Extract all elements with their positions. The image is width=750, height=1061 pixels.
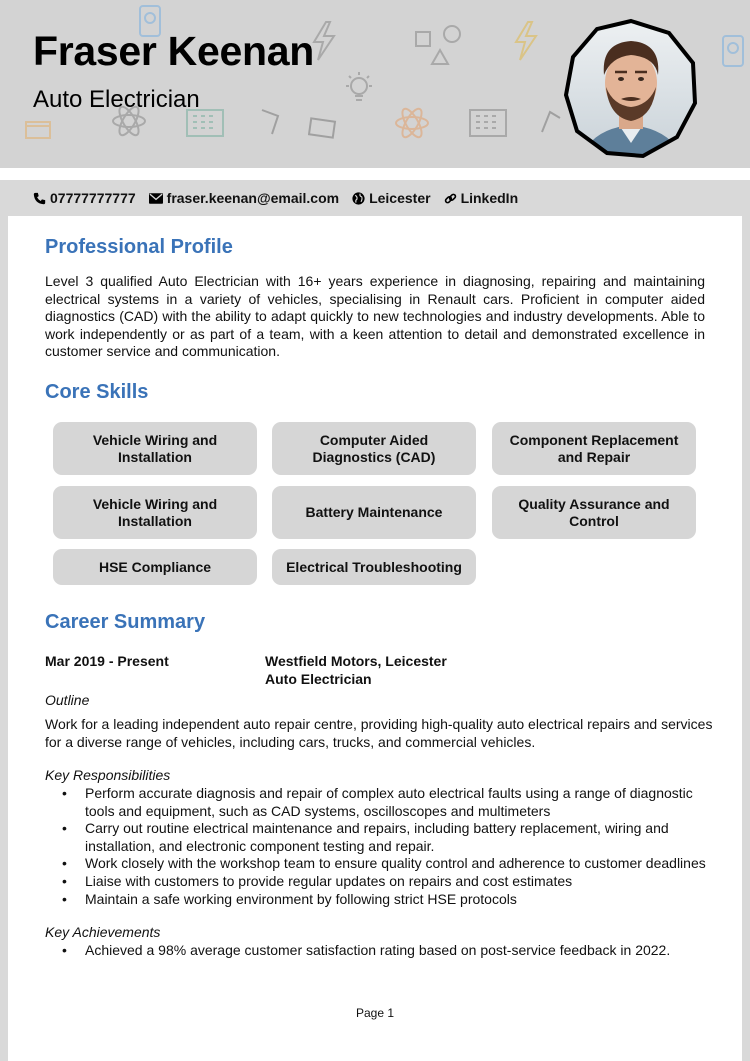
link-icon (444, 192, 457, 205)
achievements-label: Key Achievements (45, 924, 161, 940)
building-doodle-icon (468, 104, 508, 138)
job-dates: Mar 2019 - Present (45, 653, 169, 669)
bulb-doodle-icon (342, 70, 376, 106)
candidate-name: Fraser Keenan (33, 28, 314, 74)
page-number: Page 1 (355, 1006, 395, 1020)
phone-number: 07777777777 (50, 190, 136, 206)
phone-icon (33, 192, 46, 205)
angle-doodle-icon (540, 108, 562, 136)
skill-badge: Vehicle Wiring and Installation (53, 422, 257, 475)
achievements-list (45, 942, 715, 960)
email-address: fraser.keenan@email.com (166, 190, 340, 206)
contact-location[interactable] (352, 190, 430, 206)
window-doodle-icon (24, 116, 54, 142)
list-item: • Work closely with the workshop team to ensure quality control and adherence to customer deadlines (45, 855, 715, 873)
skill-badge: Electrical Troubleshooting (272, 549, 476, 585)
job-outline: Work for a leading independent auto repair centre, providing high-quality auto electrical repairs and services for a diverse range of vehicles, including cars, trucks, and commercial vehicles. (45, 716, 713, 750)
contact-email[interactable] (149, 190, 339, 206)
contact-linkedin[interactable] (444, 190, 519, 206)
list-item: • Perform accurate diagnosis and repair of complex auto electrical faults using a range of diagnostic tools and equipment, such as CAD systems, oscilloscopes and multimeters (45, 785, 715, 820)
envelope-icon (149, 193, 163, 204)
skill-badge: Battery Maintenance (272, 486, 476, 539)
skill-badge: Computer Aided Diagnostics (CAD) (272, 422, 476, 475)
profile-heading: Professional Profile (45, 236, 233, 258)
skill-badge: Component Replacement and Repair (492, 422, 696, 475)
list-item: • Maintain a safe working environment by following strict HSE protocols (45, 891, 715, 909)
location-text: Leicester (369, 190, 431, 206)
resume-page (8, 216, 742, 1061)
contact-bar (0, 180, 750, 216)
responsibilities-label: Key Responsibilities (45, 767, 171, 783)
shapes-doodle-icon (414, 24, 464, 68)
phone-doodle-icon (720, 34, 746, 68)
angle-doodle-icon (260, 108, 282, 136)
header-banner (0, 0, 750, 168)
linkedin-link: LinkedIn (460, 190, 519, 206)
skills-heading: Core Skills (45, 381, 149, 403)
list-item: • Liaise with customers to provide regular updates on repairs and cost estimates (45, 873, 715, 891)
candidate-job-title: Auto Electrician (33, 86, 200, 113)
atom-doodle-icon (393, 104, 431, 142)
globe-icon (352, 192, 365, 205)
header-divider (0, 168, 750, 180)
contact-phone[interactable] (33, 190, 136, 206)
job-company: Westfield Motors, Leicester (265, 653, 447, 669)
lightning-doodle-icon (510, 20, 540, 62)
job-employer (265, 653, 447, 688)
career-heading: Career Summary (45, 611, 206, 633)
responsibilities-list (45, 785, 715, 908)
skill-badge: HSE Compliance (53, 549, 257, 585)
list-item: • Carry out routine electrical maintenance and repairs, including battery replacement, wiring and installation, and electronic component testing and repair. (45, 820, 715, 855)
skill-badge: Vehicle Wiring and Installation (53, 486, 257, 539)
profile-photo (561, 17, 701, 159)
window-doodle-icon (308, 116, 338, 142)
outline-label: Outline (45, 692, 90, 708)
skill-badge: Quality Assurance and Control (492, 486, 696, 539)
list-item: • Achieved a 98% average customer satisfaction rating based on post-service feedback in 2022. (45, 942, 715, 960)
job-role: Auto Electrician (265, 670, 372, 687)
profile-text: Level 3 qualified Auto Electrician with 16+ years experience in diagnosing, repairing and maintaining electrical systems in a variety of vehicles, specialising in Renault cars. Proficient in computer aided diagnostics (CAD) with the ability to adapt quickly to new technologies and industry developments. Able to work independently or as part of a team, with a keen attention to detail and demonstrated excellence in customer service and communication. (45, 273, 705, 360)
